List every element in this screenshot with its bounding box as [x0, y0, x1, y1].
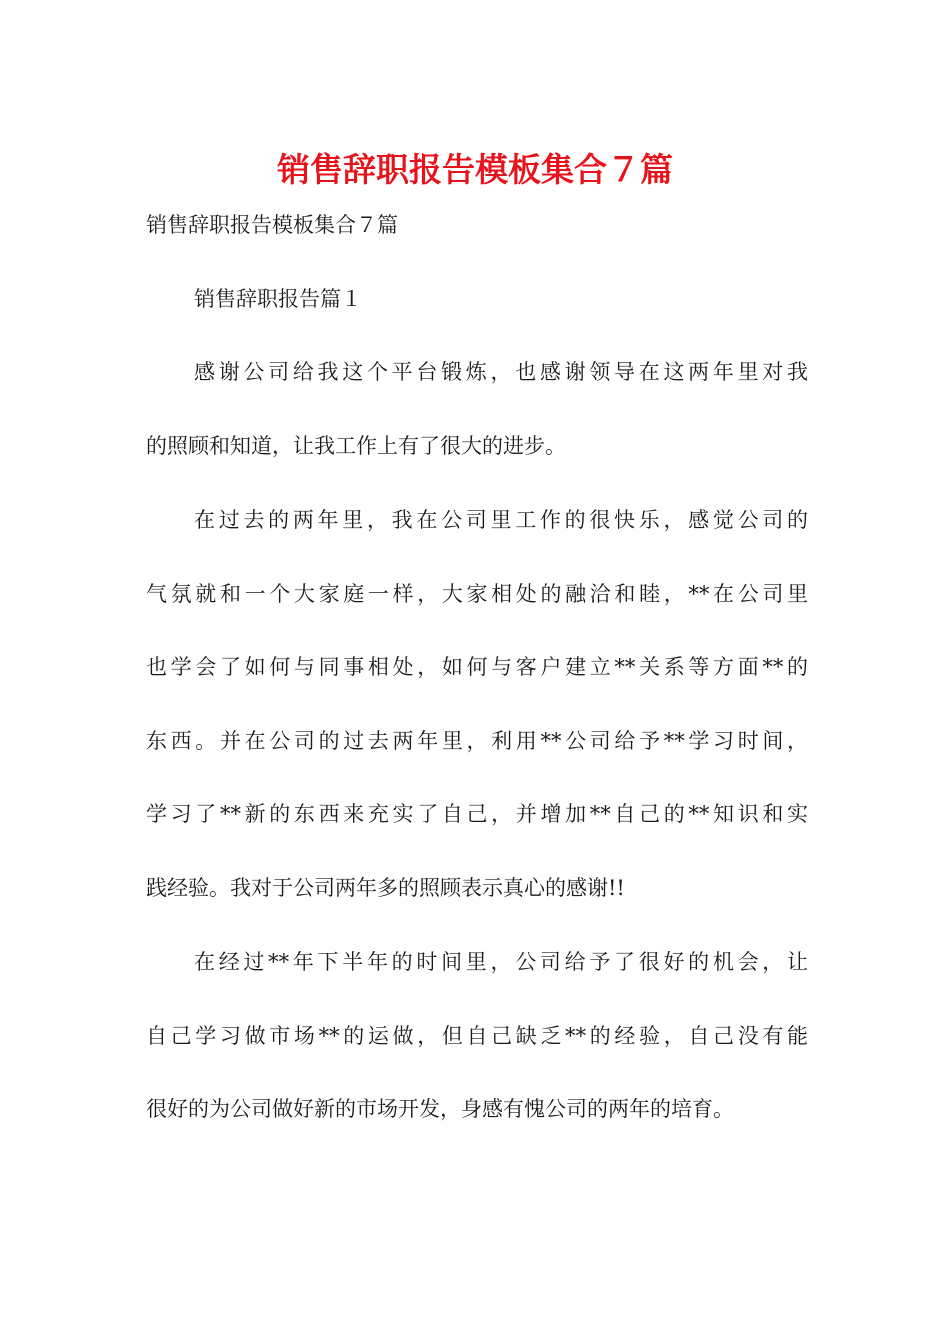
document-subtitle: 销售辞职报告模板集合７篇	[146, 213, 398, 237]
paragraph-line: 感谢公司给我这个平台锻炼，也感谢领导在这两年里对我	[194, 360, 808, 384]
paragraph-line: 也学会了如何与同事相处，如何与客户建立**关系等方面**的	[146, 655, 808, 679]
paragraph-line: 气氛就和一个大家庭一样，大家相处的融洽和睦，**在公司里	[146, 581, 808, 606]
section-heading: 销售辞职报告篇１	[194, 287, 362, 311]
paragraph	[146, 484, 808, 925]
paragraph	[146, 926, 808, 1147]
paragraph-line: 东西。并在公司的过去两年里，利用**公司给予**学习时间，	[146, 728, 808, 753]
document-title: 销售辞职报告模板集合７篇	[277, 150, 673, 189]
paragraph-line: 学习了**新的东西来充实了自己，并增加**自己的**知识和实	[146, 802, 808, 826]
paragraph-line: 自己学习做市场**的运做，但自己缺乏**的经验，自己没有能	[146, 1023, 808, 1048]
paragraph-line: 的照顾和知道，让我工作上有了很大的进步。	[146, 433, 566, 458]
paragraph	[146, 336, 808, 483]
paragraph-line: 在经过**年下半年的时间里，公司给予了很好的机会，让	[194, 950, 808, 974]
paragraph-line: 在过去的两年里，我在公司里工作的很快乐，感觉公司的	[194, 508, 808, 532]
paragraph-line: 很好的为公司做好新的市场开发，身感有愧公司的两年的培育。	[146, 1097, 734, 1121]
paragraph-line: 践经验。我对于公司两年多的照顾表示真心的感谢!!	[146, 875, 625, 900]
